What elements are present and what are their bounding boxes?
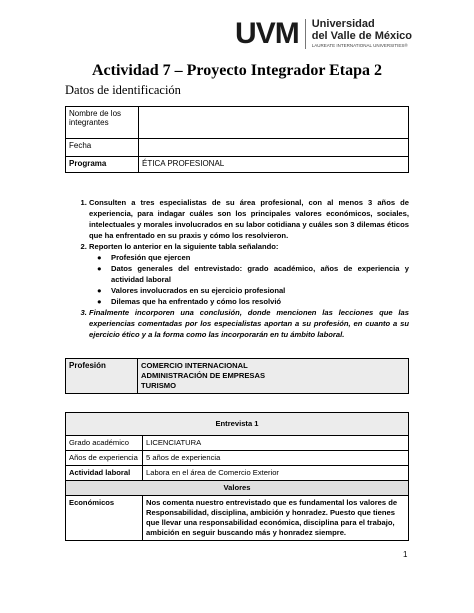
bullet-item: ● Profesión que ejercen <box>97 253 191 262</box>
interview-heading: Entrevista 1 <box>66 413 409 436</box>
document-title: Actividad 7 – Proyecto Integrador Etapa 2 <box>91 62 383 79</box>
bullet-item: ● Datos generales del entrevistado: grado académico, años de experiencia y actividad laboral <box>97 264 409 284</box>
profession-table <box>65 358 409 394</box>
program-value: ÉTICA PROFESIONAL <box>139 157 409 173</box>
experience-value: 5 años de experiencia <box>143 451 409 466</box>
logo-divider <box>305 19 306 49</box>
profession-value: TURISMO <box>141 381 177 390</box>
table-row <box>66 359 409 394</box>
logo-text <box>312 18 412 49</box>
section-heading: Datos de identificación <box>65 83 181 97</box>
table-row <box>66 436 409 451</box>
table-row <box>66 107 409 139</box>
date-label: Fecha <box>66 139 139 157</box>
page-number: 1 <box>403 550 408 559</box>
table-row <box>66 481 409 496</box>
degree-label: Grado académico <box>66 436 143 451</box>
members-value[interactable] <box>139 107 409 139</box>
interview-table <box>65 412 409 541</box>
logo-line-2: del Valle de México <box>311 30 412 42</box>
table-row <box>66 466 409 481</box>
instructions <box>65 197 409 340</box>
activity-value: Labora en el área de Comercio Exterior <box>143 466 409 481</box>
profession-value: COMERCIO INTERNACIONAL <box>141 361 248 370</box>
instruction-2 <box>89 241 409 307</box>
values-heading: Valores <box>66 481 409 496</box>
table-row <box>66 451 409 466</box>
table-row <box>66 496 409 541</box>
bullet-item: ● Dilemas que ha enfrentado y cómo los resolvió <box>97 297 282 306</box>
bullet-item: ● Valores involucrados en su ejercicio profesional <box>97 286 286 295</box>
instruction-1: 1. Consulten a tres especialistas de su área profesional, con al menos 3 años de experiencia, para indagar cuáles son los principales valores económicos, sociales, intelectuales y morales involucrados en su labor cotidiana y cuáles son 3 dilemas éticos que ha enfrentado en su praxis y cómo los resolvieron. <box>89 197 409 241</box>
experience-label: Años de experiencia <box>66 451 143 466</box>
logo-line-3: LAUREATE INTERNATIONAL UNIVERSITIES® <box>311 43 408 48</box>
table-row <box>66 157 409 173</box>
logo-mark: UVM <box>235 16 299 50</box>
members-label: Nombre de los integrantes <box>66 107 139 139</box>
profession-value: ADMINISTRACIÓN DE EMPRESAS <box>141 371 266 380</box>
economic-value: Nos comenta nuestro entrevistado que es fundamental los valores de Responsabilidad, disciplina, ambición y honradez. Puesto que tienes que llevar una responsabilidad económica, disciplina para el trabajo, ambición en seguir buscando más y honradez siempre. <box>143 496 409 541</box>
logo-line-1: Universidad <box>311 18 375 30</box>
instruction-2-bullets <box>89 252 409 307</box>
instruction-3: 3. Finalmente incorporen una conclusión, donde mencionen las lecciones que las experiencias comentadas por los especialistas aportan a su profesión, en cuanto a su ejercicio ético y a la forma como las incorporarán en tu ámbito laboral. <box>89 307 409 340</box>
instruction-2-text: Reporten lo anterior en la siguiente tabla señalando: <box>89 242 279 251</box>
instructions-list <box>65 197 409 340</box>
program-label: Programa <box>66 157 139 173</box>
economic-label: Económicos <box>66 496 143 541</box>
profession-values <box>138 359 409 394</box>
activity-label: Actividad laboral <box>66 466 143 481</box>
table-row <box>66 139 409 157</box>
table-row <box>66 413 409 436</box>
date-value[interactable] <box>139 139 409 157</box>
identification-table <box>65 106 409 173</box>
degree-value: LICENCIATURA <box>143 436 409 451</box>
uvm-logo <box>235 18 412 49</box>
profession-label: Profesión <box>66 359 138 394</box>
